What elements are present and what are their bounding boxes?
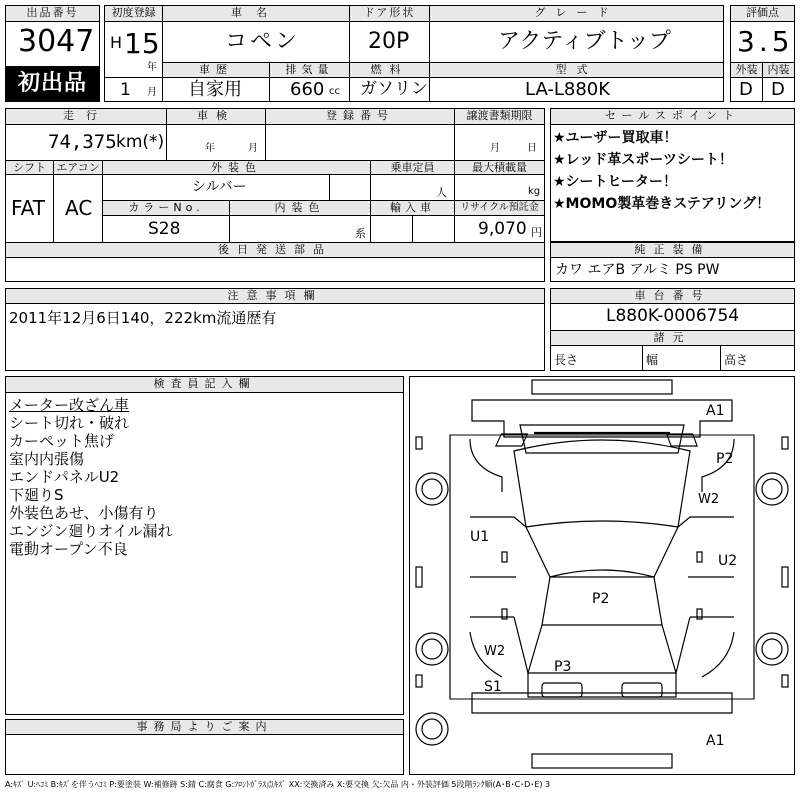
dimension-width: 幅 bbox=[646, 353, 659, 367]
diagram-label-w2-right: W2 bbox=[698, 492, 720, 507]
inspector-line: メーター改ざん車 bbox=[9, 396, 130, 414]
sales-point-item: ★ユーザー買取車！ bbox=[553, 130, 678, 146]
dimension-length: 長さ bbox=[554, 353, 579, 367]
inspector-line: エンドパネルU2 bbox=[9, 468, 120, 486]
evaluation-score: 3.5 bbox=[737, 25, 794, 58]
inspection-month-unit: 月 bbox=[248, 143, 258, 154]
chassis-header: 車台番号 bbox=[551, 289, 794, 303]
grade-header: グレード bbox=[430, 6, 723, 21]
history-value: 自家用 bbox=[188, 79, 242, 100]
office-header: 事務局よりご案内 bbox=[6, 720, 403, 734]
inspector-line: シート切れ・破れ bbox=[9, 414, 130, 432]
plate-header: 登録番号 bbox=[266, 109, 454, 124]
diagram-label-a1-top: A1 bbox=[706, 403, 725, 419]
inspection-header: 車検 bbox=[167, 109, 265, 124]
vehicle-name-header: 車名 bbox=[163, 6, 349, 21]
registration-month: 1 bbox=[120, 80, 131, 100]
shift-header: シフト bbox=[6, 161, 53, 174]
model-header: 型式 bbox=[430, 63, 723, 77]
exterior-color-header: 外装色 bbox=[103, 161, 370, 174]
evaluation-header: 評価点 bbox=[731, 6, 794, 21]
inspector-notes bbox=[9, 396, 173, 558]
registration-header: 初度登録 bbox=[105, 6, 162, 21]
history-header: 車歴 bbox=[163, 63, 269, 77]
exterior-grade-header: 外装 bbox=[731, 63, 762, 77]
mileage-unit: km(*) bbox=[116, 132, 165, 152]
shift-value: FAT bbox=[11, 196, 46, 220]
grade-value: アクティブトップ bbox=[498, 29, 671, 54]
registration-month-unit: 月 bbox=[147, 87, 157, 98]
inspection-year-unit: 年 bbox=[205, 143, 215, 154]
mileage-value: 74,375 bbox=[48, 131, 117, 153]
capacity-header: 乗車定員 bbox=[371, 161, 454, 174]
inspector-line: カーペット焦げ bbox=[9, 432, 115, 450]
registration-year-unit: 年 bbox=[147, 62, 157, 73]
inspector-line: 電動オープン不良 bbox=[9, 540, 128, 558]
sales-point-item: ★MOMO製革巻きステアリング！ bbox=[553, 196, 771, 212]
door-header: ドア形状 bbox=[350, 6, 429, 21]
aircon-value: AC bbox=[65, 196, 93, 220]
dimension-height: 高さ bbox=[724, 353, 749, 367]
aircon-header: エアコン bbox=[54, 161, 102, 174]
later-parts-header: 後日発送部品 bbox=[6, 243, 544, 257]
damage-diagram bbox=[409, 376, 795, 775]
interior-grade: D bbox=[771, 79, 785, 100]
transfer-day-unit: 日 bbox=[527, 143, 537, 154]
max-load-unit: kg bbox=[528, 186, 541, 197]
diagram-label-p3: P3 bbox=[554, 659, 572, 675]
interior-color-header: 内装色 bbox=[230, 201, 370, 215]
interior-grade-header: 内装 bbox=[763, 63, 794, 77]
diagram-label-w2-left: W2 bbox=[484, 644, 506, 659]
equipment-value: カワ エアB アルミ PS PW bbox=[555, 262, 720, 278]
diagram-label-a1-bottom: A1 bbox=[706, 733, 725, 749]
fuel-header: 燃料 bbox=[350, 63, 429, 77]
inspector-line: エンジン廻りオイル漏れ bbox=[9, 522, 173, 540]
diagram-label-p2-right: P2 bbox=[716, 451, 734, 467]
recycle-value: 9,070 bbox=[478, 219, 527, 239]
displacement-header: 排気量 bbox=[270, 63, 349, 77]
exterior-color-value: シルバー bbox=[192, 179, 247, 195]
inspector-header: 検査員記入欄 bbox=[6, 377, 403, 392]
mileage-header: 走行 bbox=[6, 109, 166, 124]
diagram-label-u2: U2 bbox=[718, 553, 738, 569]
sales-points-header: セールスポイント bbox=[551, 109, 794, 124]
notes-text: 2011年12月6日140，222km流通歴有 bbox=[9, 309, 277, 327]
recycle-unit: 円 bbox=[531, 226, 542, 239]
model-value: LA-L880K bbox=[525, 79, 611, 100]
vehicle-name: コペン bbox=[225, 29, 301, 54]
inspector-line: 外装色あせ、小傷有り bbox=[9, 504, 159, 522]
capacity-unit: 人 bbox=[436, 186, 447, 199]
color-no-value: S28 bbox=[148, 219, 181, 239]
displacement-unit: cc bbox=[329, 86, 340, 97]
recycle-header: リサイクル預託金 bbox=[455, 201, 544, 215]
notes-header: 注意事項欄 bbox=[6, 289, 544, 303]
sales-point-item: ★レッド革スポーツシート！ bbox=[553, 152, 733, 168]
displacement-value: 660 bbox=[290, 79, 325, 100]
diagram-label-u1: U1 bbox=[470, 529, 490, 545]
color-no-header: カラーNo. bbox=[103, 201, 229, 215]
exterior-grade: D bbox=[739, 79, 753, 100]
diagram-label-p2-center: P2 bbox=[592, 591, 610, 607]
fuel-value: ガソリン bbox=[360, 79, 428, 99]
registration-year: 15 bbox=[124, 27, 160, 60]
inspector-line: 下廻りS bbox=[9, 486, 64, 504]
import-header: 輸入車 bbox=[371, 201, 454, 215]
chassis-number: L880K-0006754 bbox=[606, 306, 740, 326]
sales-point-item: ★シートヒーター！ bbox=[553, 174, 677, 190]
lot-number: 3047 bbox=[18, 24, 95, 59]
max-load-header: 最大積載量 bbox=[455, 161, 544, 174]
equipment-header: 純正装備 bbox=[551, 243, 794, 257]
transfer-month-unit: 月 bbox=[490, 143, 500, 154]
first-listing-badge: 初出品 bbox=[6, 66, 99, 101]
inspector-line: 室内内張傷 bbox=[9, 450, 85, 468]
interior-color-unit: 系 bbox=[355, 227, 366, 240]
legend-text: A:ｷｽﾞ U:ﾍｺﾐ B:ｷｽﾞを伴うﾍｺﾐ P:要塗装 W:補修跡 S:錆 C:腐食 G:ﾌﾛﾝﾄｶﾞﾗｽ点ｷｽﾞ XX:交換済み X:要交換 欠:欠品 内・外装評価 5段階ﾗﾝｸ順(A･B･C･D･E) 3 bbox=[5, 780, 551, 789]
transfer-header: 譲渡書類期限 bbox=[455, 109, 544, 124]
car-diagram-svg bbox=[410, 377, 794, 774]
door-type: 20P bbox=[368, 29, 410, 54]
dimensions-header: 諸元 bbox=[551, 331, 794, 345]
lot-header: 出品番号 bbox=[6, 6, 99, 21]
diagram-label-s1: S1 bbox=[484, 679, 502, 695]
registration-era: H bbox=[110, 33, 123, 52]
